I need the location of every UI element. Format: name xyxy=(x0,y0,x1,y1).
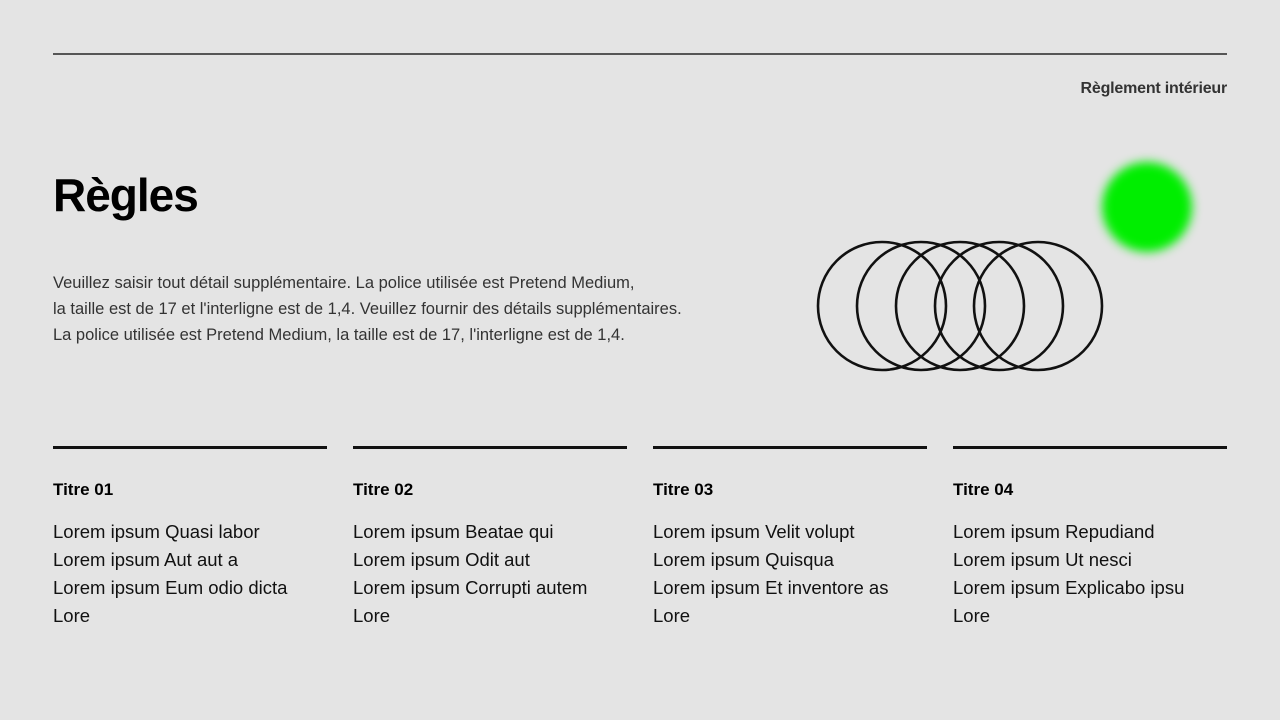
ring-5 xyxy=(974,242,1102,370)
column-text xyxy=(353,518,627,630)
column-title: Titre 01 xyxy=(53,480,114,499)
column-line: Lorem ipsum Corrupti autem xyxy=(353,577,588,598)
intro-line: La police utilisée est Pretend Medium, la taille est de 17, l'interligne est de 1,4. xyxy=(53,326,625,344)
column-line: Lore xyxy=(653,605,691,626)
column-text xyxy=(653,518,927,630)
info-column-1 xyxy=(53,446,327,630)
column-line: Lore xyxy=(353,605,391,626)
ring-3 xyxy=(896,242,1024,370)
column-text xyxy=(953,518,1227,630)
column-line: Lorem ipsum Explicabo ipsu xyxy=(953,577,1185,598)
column-line: Lorem ipsum Et inventore as xyxy=(653,577,889,598)
document-label: Règlement intérieur xyxy=(1080,80,1227,97)
column-title: Titre 03 xyxy=(653,480,714,499)
column-line: Lorem ipsum Repudiand xyxy=(953,521,1155,542)
column-line: Lorem ipsum Quasi labor xyxy=(53,521,260,542)
column-line: Lorem ipsum Beatae qui xyxy=(353,521,554,542)
page-title: Règles xyxy=(53,169,198,221)
ring-2 xyxy=(857,242,985,370)
intro-line: la taille est de 17 et l'interligne est de 1,4. Veuillez fournir des détails supplémentaires. xyxy=(53,300,682,318)
info-columns xyxy=(53,446,1227,630)
intro-line: Veuillez saisir tout détail supplémentaire. La police utilisée est Pretend Medium, xyxy=(53,274,635,292)
column-line: Lorem ipsum Aut aut a xyxy=(53,549,239,570)
info-column-3 xyxy=(653,446,927,630)
intro-paragraph xyxy=(53,270,753,348)
overlapping-rings-graphic xyxy=(812,236,1108,376)
column-line: Lorem ipsum Ut nesci xyxy=(953,549,1132,570)
column-text xyxy=(53,518,327,630)
column-title: Titre 02 xyxy=(353,480,414,499)
column-line: Lore xyxy=(53,605,91,626)
green-glow-dot xyxy=(1102,162,1192,252)
ring-1 xyxy=(818,242,946,370)
column-line: Lorem ipsum Eum odio dicta xyxy=(53,577,288,598)
ring-4 xyxy=(935,242,1063,370)
column-line: Lorem ipsum Velit volupt xyxy=(653,521,855,542)
info-column-4 xyxy=(953,446,1227,630)
column-line: Lore xyxy=(953,605,991,626)
column-line: Lorem ipsum Quisqua xyxy=(653,549,834,570)
column-title: Titre 04 xyxy=(953,480,1014,499)
top-divider xyxy=(53,53,1227,55)
column-line: Lorem ipsum Odit aut xyxy=(353,549,530,570)
info-column-2 xyxy=(353,446,627,630)
